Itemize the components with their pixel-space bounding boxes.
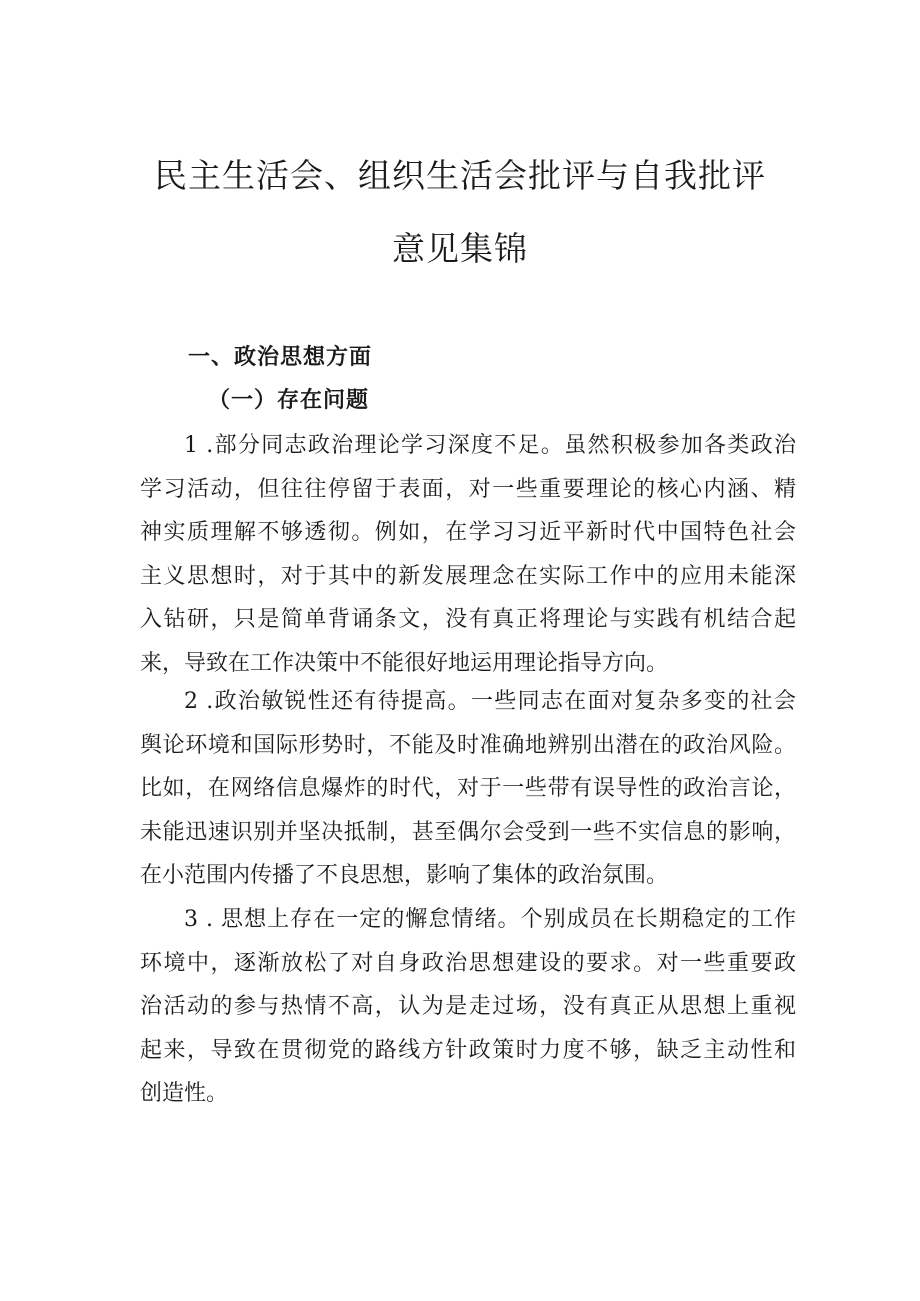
paragraph-line: 来，导致在工作决策中不能很好地运用理论指导方向。 xyxy=(140,650,669,676)
paragraph-line: 比如，在网络信息爆炸的时代，对于一些带有误导性的政治言论， xyxy=(140,776,796,801)
paragraph-line: 1 .部分同志政治理论学习深度不足。虽然积极参加各类政治 xyxy=(184,433,796,458)
paragraph-line: 神实质理解不够透彻。例如，在学习习近平新时代中国特色社会 xyxy=(140,520,796,545)
paragraph-1 xyxy=(140,424,796,685)
paragraph-line: 在小范围内传播了不良思想，影响了集体的政治氛围。 xyxy=(140,863,669,888)
paragraph-3 xyxy=(140,898,796,1116)
document-title-line-2: 意见集锦 xyxy=(392,229,528,268)
paragraph-line: 2 .政治敏锐性还有待提高。一些同志在面对复杂多变的社会 xyxy=(184,689,796,714)
paragraph-line: 未能迅速识别并坚决抵制，甚至偶尔会受到一些不实信息的影响， xyxy=(140,819,796,845)
section-heading: 一、政治思想方面 xyxy=(188,345,373,370)
paragraph-line: 舆论环境和国际形势时，不能及时准确地辨别出潜在的政治风险。 xyxy=(140,732,796,758)
paragraph-line: 学习活动，但往往停留于表面，对一些重要理论的核心内涵、精 xyxy=(140,476,796,502)
paragraph-line: 治活动的参与热情不高，认为是走过场，没有真正从思想上重视 xyxy=(140,994,796,1019)
document-title-line-1: 民主生活会、组织生活会批评与自我批评 xyxy=(154,156,766,195)
paragraph-line: 主义思想时，对于其中的新发展理念在实际工作中的应用未能深 xyxy=(140,563,796,589)
subsection-heading: （一）存在问题 xyxy=(208,388,370,413)
paragraph-line: 入钻研，只是简单背诵条文，没有真正将理论与实践有机结合起 xyxy=(140,607,796,632)
paragraph-line: 创造性。 xyxy=(140,1081,229,1106)
paragraph-2 xyxy=(140,680,796,898)
paragraph-line: 3 . 思想上存在一定的懈怠情绪。个别成员在长期稳定的工作 xyxy=(184,907,796,932)
paragraph-line: 起来，导致在贯彻党的路线方针政策时力度不够，缺乏主动性和 xyxy=(140,1037,796,1063)
paragraph-line: 环境中，逐渐放松了对自身政治思想建设的要求。对一些重要政 xyxy=(140,950,796,976)
